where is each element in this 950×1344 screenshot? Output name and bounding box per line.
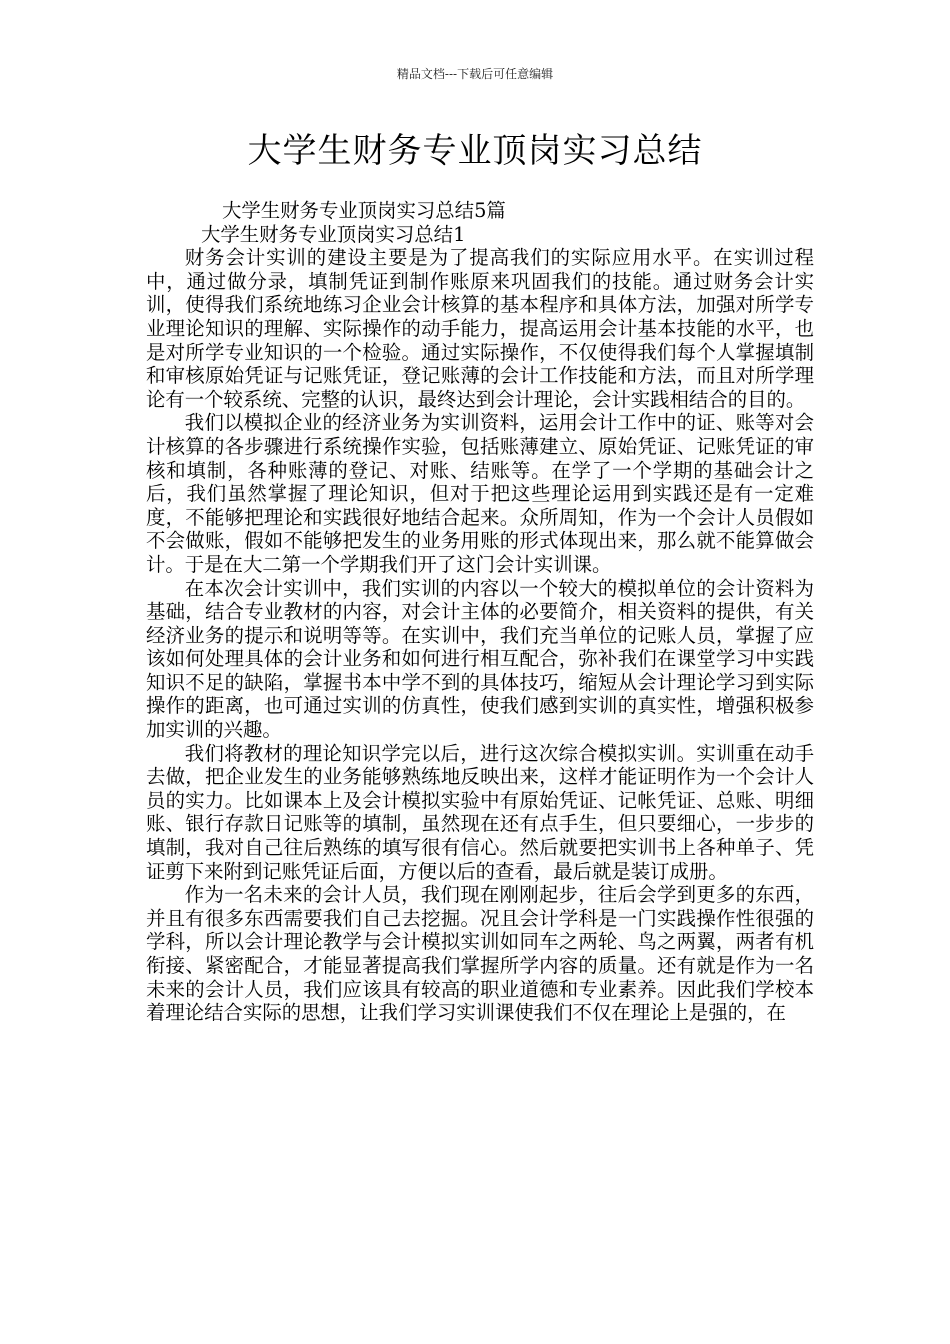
header-note: 精品文档---下载后可任意编辑 [396, 67, 554, 81]
body-paragraph: 我们将教材的理论知识学完以后，进行这次综合模拟实训。实训重在动手去做，把企业发生的业务能够熟练地反映出来，这样才能证明作为一个会计人员的实力。比如课本上及会计模拟实验中有原始凭证、记帐凭证、总账、明细账、银行存款日记账等的填制，虽然现在还有点手生，但只要细心，一步步的填制，我对自己往后熟练的填写很有信心。然后就要把实训书上各种单子、凭证剪下来附到记账凭证后面，方便以后的查看，最后就是装订成册。 [146, 741, 814, 883]
body-paragraph: 我们以模拟企业的经济业务为实训资料，运用会计工作中的证、账等对会计核算的各步骤进行系统操作实验，包括账薄建立、原始凭证、记账凭证的审核和填制，各种账薄的登记、对账、结账等。在学了一个学期的基础会计之后，我们虽然掌握了理论知识，但对于把这些理论运用到实践还是有一定难度，不能够把理论和实践很好地结合起来。众所周知，作为一个会计人员假如不会做账，假如不能够把发生的业务用账的形式体现出来，那么就不能算做会计。于是在大二第一个学期我们开了这门会计实训课。 [146, 411, 814, 576]
body-paragraph: 财务会计实训的建设主要是为了提高我们的实际应用水平。在实训过程中，通过做分录，填制凭证到制作账原来巩固我们的技能。通过财务会计实训，使得我们系统地练习企业会计核算的基本程序和具体方法，加强对所学专业理论知识的理解、实际操作的动手能力，提高运用会计基本技能的水平，也是对所学专业知识的一个检验。通过实际操作，不仅使得我们每个人掌握填制和审核原始凭证与记账凭证，登记账薄的会计工作技能和方法，而且对所学理论有一个较系统、完整的认识，最终达到会计理论，会计实践相结合的目的。 [146, 246, 814, 411]
body-paragraph: 在本次会计实训中，我们实训的内容以一个较大的模拟单位的会计资料为基础，结合专业教材的内容，对会计主体的必要简介，相关资料的提供，有关经济业务的提示和说明等等。在实训中，我们充当单位的记账人员，掌握了应该如何处理具体的会计业务和如何进行相互配合，弥补我们在课堂学习中实践知识不足的缺陷，掌握书本中学不到的具体技巧，缩短从会计理论学习到实际操作的距离，也可通过实训的仿真性，使我们感到实训的真实性，增强积极参加实训的兴趣。 [146, 576, 814, 742]
body-paragraph: 作为一名未来的会计人员，我们现在刚刚起步，往后会学到更多的东西，并且有很多东西需要我们自己去挖掘。况且会计学科是一门实践操作性很强的学科，所以会计理论教学与会计模拟实训如同车之两轮、鸟之两翼，两者有机衔接、紧密配合，才能显著提高我们掌握所学内容的质量。还有就是作为一名未来的会计人员，我们应该具有较高的职业道德和专业素养。因此我们学校本着理论结合实际的思想，让我们学习实训课使我们不仅在理论上是强的，在 [146, 883, 814, 1025]
document-body [146, 199, 814, 1025]
section-heading: 大学生财务专业顶岗实习总结1 [201, 222, 466, 246]
document-title: 大学生财务专业顶岗实习总结 [247, 131, 703, 171]
document-subtitle: 大学生财务专业顶岗实习总结5篇 [222, 199, 506, 222]
